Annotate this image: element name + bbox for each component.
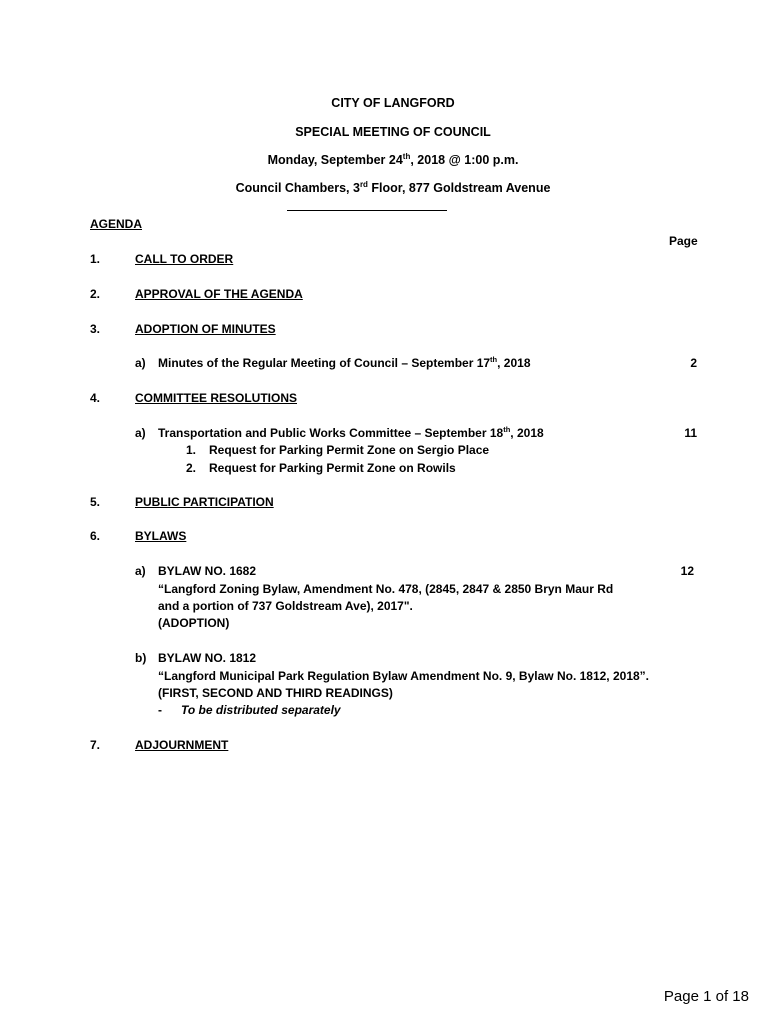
item-number: 2. <box>90 287 101 301</box>
agenda-label: AGENDA <box>90 217 143 231</box>
page-counter: Page 1 of 18 <box>663 988 749 1005</box>
item-number: 7. <box>90 738 101 752</box>
item-number: 5. <box>90 495 101 509</box>
bylaw-1682-number: BYLAW NO. 1682 <box>158 564 257 578</box>
sub-item-minutes-text: Minutes of the Regular Meeting of Council – September 17 <box>158 356 491 370</box>
nested-item-rowils: Request for Parking Permit Zone on Rowils <box>209 461 456 475</box>
item-title-committee-resolutions: COMMITTEE RESOLUTIONS <box>135 391 297 405</box>
header-city: CITY OF LANGFORD <box>331 96 455 110</box>
item-title-adjournment: ADJOURNMENT <box>135 738 229 752</box>
item-number: 6. <box>90 529 101 543</box>
bylaw-1812-title: “Langford Municipal Park Regulation Bylaw Amendment No. 9, Bylaw No. 1812, 2018”. <box>158 669 650 683</box>
bylaw-1682-status: (ADOPTION) <box>158 616 230 630</box>
sub-item-letter: a) <box>135 426 146 440</box>
item-number: 4. <box>90 391 101 405</box>
nested-item-number: 1. <box>186 443 197 457</box>
page-column-label: Page <box>669 234 698 248</box>
item-title-public-participation: PUBLIC PARTICIPATION <box>135 495 274 509</box>
sub-item-committee-year: , 2018 <box>510 426 544 440</box>
header-date-main: Monday, September 24 <box>267 153 403 167</box>
item-number: 1. <box>90 252 101 266</box>
bylaw-1812-number: BYLAW NO. 1812 <box>158 651 257 665</box>
sub-item-committee-text: Transportation and Public Works Committee – September 18 <box>158 426 504 440</box>
page-reference: 2 <box>690 356 697 370</box>
item-title-approval-of-agenda: APPROVAL OF THE AGENDA <box>135 287 303 301</box>
header-location-rest: Floor, 877 Goldstream Avenue <box>367 181 551 195</box>
header-meeting-type: SPECIAL MEETING OF COUNCIL <box>295 125 491 139</box>
sub-item-letter: a) <box>135 564 146 578</box>
item-title-bylaws: BYLAWS <box>135 529 187 543</box>
page-reference: 12 <box>680 564 694 578</box>
header-date-time: , 2018 @ 1:00 p.m. <box>410 153 519 167</box>
header-location-main: Council Chambers, 3 <box>235 181 360 195</box>
item-title-adoption-of-minutes: ADOPTION OF MINUTES <box>135 322 276 336</box>
sub-item-minutes-year: , 2018 <box>497 356 531 370</box>
bylaw-1682-title-cont: and a portion of 737 Goldstream Ave), 2017". <box>158 599 413 613</box>
header-date <box>0 153 770 167</box>
bylaw-1812-status: (FIRST, SECOND AND THIRD READINGS) <box>158 686 393 700</box>
header-divider <box>287 210 447 211</box>
item-number: 3. <box>90 322 101 336</box>
nested-item-number: 2. <box>186 461 197 475</box>
sub-item-minutes <box>158 356 531 370</box>
bylaw-1682-title: “Langford Zoning Bylaw, Amendment No. 478, (2845, 2847 & 2850 Bryn Maur Rd <box>158 582 614 596</box>
sub-item-letter: b) <box>135 651 147 665</box>
note-dash: - <box>158 703 162 717</box>
header-location <box>0 181 770 195</box>
sub-item-committee <box>158 426 544 440</box>
nested-item-sergio-place: Request for Parking Permit Zone on Sergio Place <box>209 443 490 457</box>
sub-item-letter: a) <box>135 356 146 370</box>
bylaw-1812-note: To be distributed separately <box>181 703 341 717</box>
item-title-call-to-order: CALL TO ORDER <box>135 252 234 266</box>
page-reference: 11 <box>684 426 697 440</box>
header-location-suffix: rd <box>359 180 368 189</box>
header-date-suffix: th <box>402 152 411 161</box>
sub-item-committee-suffix: th <box>503 425 511 434</box>
sub-item-minutes-suffix: th <box>490 355 498 364</box>
